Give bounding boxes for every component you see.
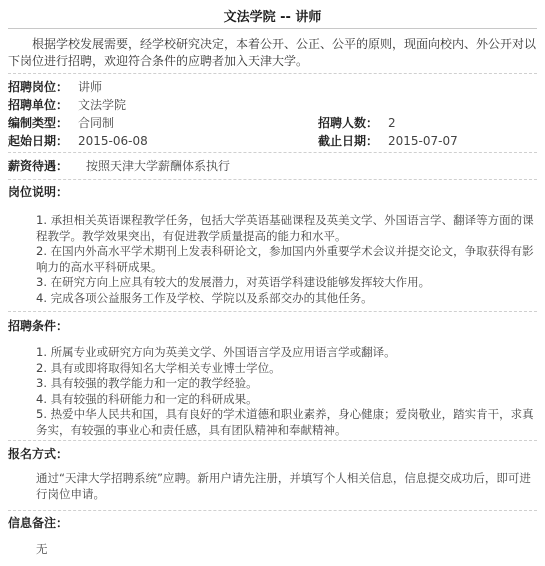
- page-title: 文法学院 -- 讲师: [223, 10, 322, 25]
- list-item: 3. 在研究方向上应具有较大的发展潜力，对英语学科建设能够发挥较大作用。: [36, 275, 431, 289]
- count-label: 招聘人数：: [318, 116, 379, 130]
- unit-value: 文法学院: [78, 98, 127, 112]
- duties-heading: 岗位说明：: [8, 185, 69, 199]
- divider: [8, 440, 537, 441]
- duties-list: [36, 213, 536, 306]
- unit-label: 招聘单位：: [8, 98, 69, 112]
- list-item: 5. 热爱中华人民共和国，具有良好的学术道德和职业素养，身心健康；爱岗敬业，踏实肯干，求真务实，有较强的事业心和责任感，具有团队精神和奉献精神。: [36, 407, 534, 437]
- notes-text: 无: [36, 542, 48, 556]
- start-date-row: [8, 133, 148, 149]
- list-item: 1. 所属专业或研究方向为英美文学、外国语言学及应用语言学或翻译。: [36, 345, 396, 359]
- divider: [8, 311, 537, 312]
- list-item: 2. 在国内外高水平学术期刊上发表科研论文，参加国内外重要学术会议并提交论文，争取获得有影响力的高水平科研成果。: [36, 244, 534, 274]
- list-item: 1. 承担相关英语课程教学任务，包括大学英语基础课程及英美文学、外国语言学、翻译等方面的课程教学。教学效果突出，有促进教学质量提高的能力和水平。: [36, 213, 534, 243]
- end-date-label: 截止日期：: [318, 134, 379, 148]
- count-value: 2: [388, 116, 396, 130]
- list-item: 3. 具有较强的教学能力和一定的教学经验。: [36, 376, 258, 390]
- requirements-heading: 招聘条件：: [8, 319, 69, 333]
- start-date-value: 2015-06-08: [78, 134, 148, 148]
- salary-label: 薪资待遇：: [8, 159, 69, 173]
- divider: [8, 152, 537, 153]
- requirements-list: [36, 345, 536, 438]
- count-row: [318, 115, 396, 131]
- type-value: 合同制: [78, 116, 115, 130]
- position-value: 讲师: [78, 80, 103, 94]
- salary-row: [8, 158, 230, 174]
- unit-row: [8, 97, 126, 113]
- type-row: [8, 115, 114, 131]
- start-date-label: 起始日期：: [8, 134, 69, 148]
- intro-paragraph: 根据学校发展需要，经学校研究决定，本着公开、公正、公平的原则，现面向校内、外公开对以下岗位进行招聘，欢迎符合条件的应聘者加入天津大学。: [8, 37, 537, 68]
- list-item: 4. 完成各项公益服务工作及学校、学院以及系部交办的其他任务。: [36, 290, 373, 305]
- end-date-value: 2015-07-07: [388, 134, 458, 148]
- divider: [8, 179, 537, 180]
- apply-heading: 报名方式：: [8, 447, 69, 461]
- position-label: 招聘岗位：: [8, 80, 69, 94]
- end-date-row: [318, 133, 458, 149]
- divider: [8, 510, 537, 511]
- position-row: [8, 79, 102, 95]
- list-item: 2. 具有或即将取得知名大学相关专业博士学位。: [36, 360, 281, 375]
- title-divider: [8, 28, 537, 29]
- divider: [8, 73, 537, 74]
- salary-value: 按照天津大学薪酬体系执行: [86, 159, 231, 173]
- apply-text: 通过“天津大学招聘系统”应聘。新用户请先注册，并填写个人相关信息，信息提交成功后，即可进行岗位申请。: [36, 471, 531, 501]
- type-label: 编制类型：: [8, 116, 69, 130]
- notes-heading: 信息备注：: [8, 516, 69, 530]
- list-item: 4. 具有较强的科研能力和一定的科研成果。: [36, 391, 258, 406]
